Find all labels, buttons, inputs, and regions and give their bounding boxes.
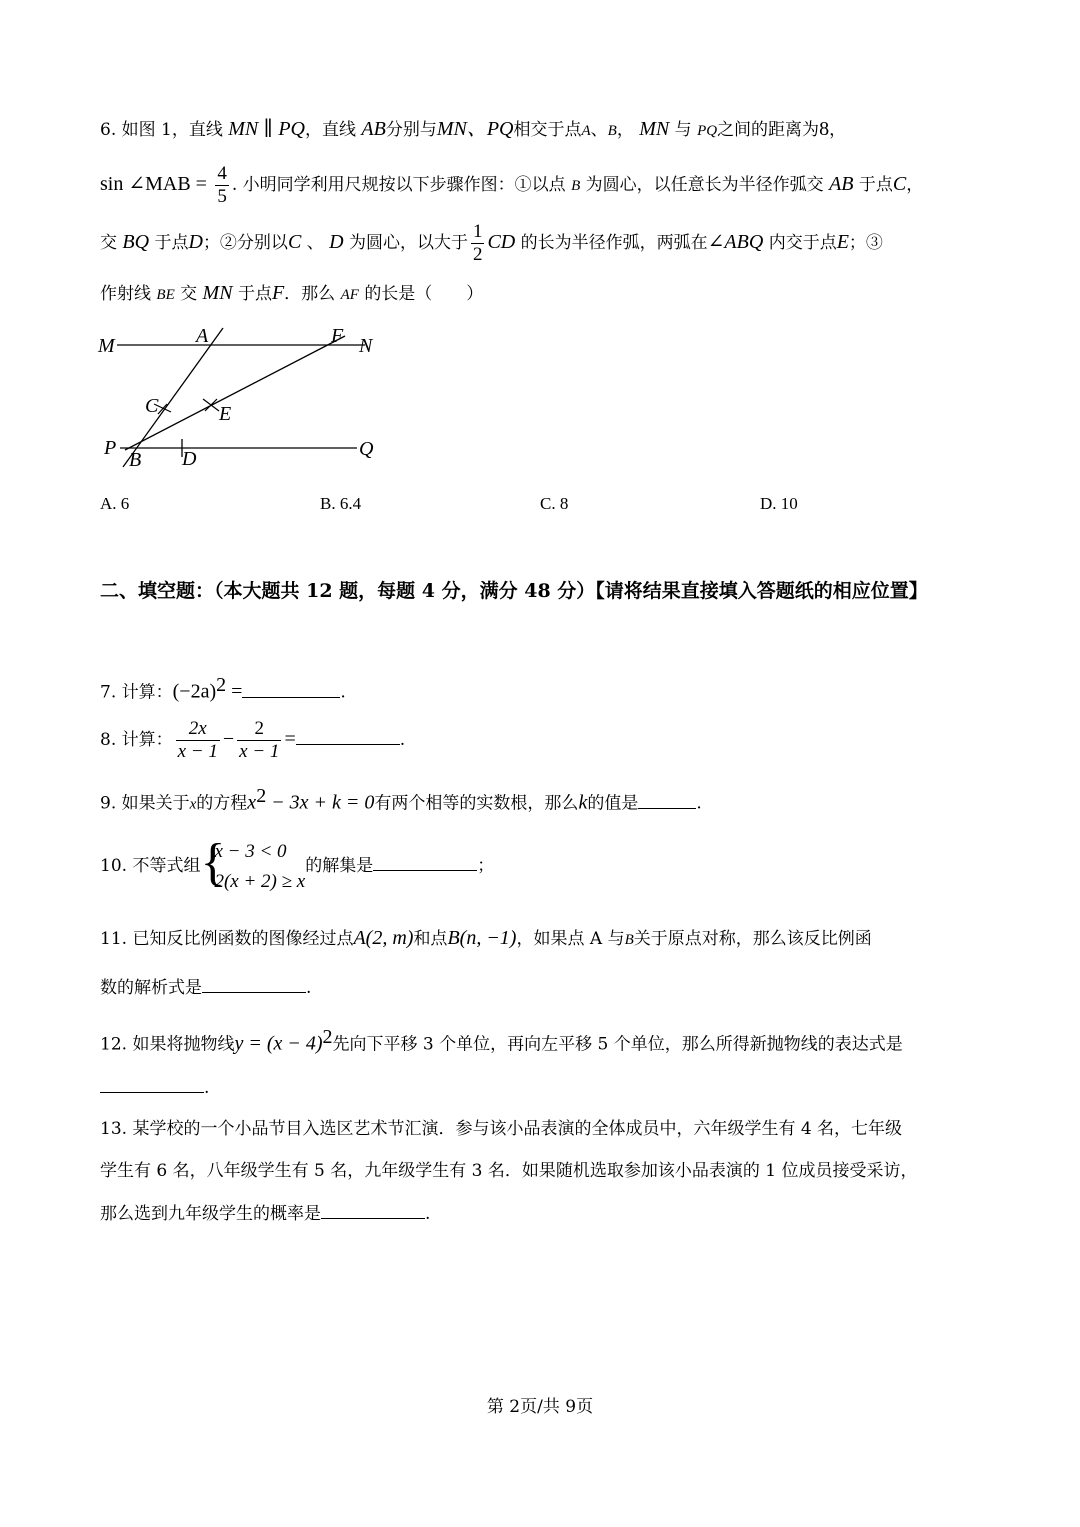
q8: 8. 计算： $\frac{2x}{x - 1}$ − $\frac{2}{x - 1}$ = . (100, 718, 406, 762)
label-q: Q (359, 438, 374, 460)
line-ab (123, 328, 223, 467)
answer-blank-8[interactable] (296, 726, 400, 745)
q10: 10. 不等式组 { x − 3 < 0 2(x + 2) ≥ x 的解集是 ； (100, 832, 985, 900)
label-m: M (98, 335, 115, 357)
section-heading: 二、填空题：（本大题共 12 题，每题 4 分，满分 48 分）【请将结果直接填入答题纸的相应位置】 (100, 580, 928, 602)
label-a: A (196, 325, 209, 347)
choice-c: C. 8 (540, 494, 569, 513)
fraction-2x: $\frac{2x}{x - 1}$ (177, 718, 218, 762)
q12-line2: . (100, 1074, 985, 1101)
q13-line3: 那么选到九年级学生的概率是 . (100, 1200, 985, 1227)
q6-line4: 作射线 BE 交 MN 于点F．那么 AF 的长是（ ） (100, 282, 484, 304)
q13-line1: 13. 某学校的一个小品节目入选区艺术节汇演．参与该小品表演的全体成员中，六年级学生有 4 名，七年级 (100, 1119, 903, 1139)
q6-line1: 6. 如图 1，直线 MN ∥ PQ，直线 AB分别与MN、PQ相交于点A、B， MN 与 PQ之间的距离为8， (100, 118, 847, 140)
q13-line2: 学生有 6 名，八年级学生有 5 名，九年级学生有 3 名．如果随机选取参加该小品表演的 1 位成员接受采访， (100, 1161, 918, 1181)
answer-blank-9[interactable] (638, 790, 696, 809)
fraction-4-5: $\frac{4}{5}$ (217, 163, 227, 207)
label-p: P (104, 437, 117, 459)
answer-blank-13[interactable] (321, 1200, 425, 1219)
q6-line2: sin ∠MAB = $\frac{4}{5}$ . 小明同学利用尺规按以下步骤作图：①以点 B 为圆心，以任意长为半径作弧交 AB 于点C， (100, 163, 924, 207)
answer-blank-12[interactable] (100, 1074, 204, 1093)
q6-figure (95, 320, 395, 480)
label-e: E (219, 403, 232, 425)
label-c: C (145, 395, 159, 417)
q9: 9. 如果关于x的方程$x^2 - 3x + k = 0$有两个相等的实数根，那么k的值是 . (100, 785, 702, 814)
label-d: D (182, 448, 197, 470)
q11-line1: 11. 已知反比例函数的图像经过点A(2, m)和点B(n, −1)，如果点 A 与B关于原点对称，那么该反比例函 (100, 927, 872, 949)
answer-blank-10[interactable] (373, 852, 477, 871)
fraction-1-2: $\frac{1}{2}$ (472, 221, 483, 265)
page-number: 第 2页/共 9页 (486, 1397, 594, 1417)
label-f: F (331, 325, 344, 347)
q6-line3: 交 BQ 于点D；②分别以C 、 D 为圆心，以大于 $\frac{1}{2}$ CD 的长为半径作弧，两弧在∠ABQ 内交于点E；③ (100, 221, 883, 265)
q11-line2: 数的解析式是 . (100, 974, 985, 1001)
answer-blank-11[interactable] (202, 974, 306, 993)
ray-be (125, 336, 345, 450)
choice-d: D. 10 (760, 494, 798, 513)
choice-a: A. 6 (100, 494, 130, 513)
q12-line1: 12. 如果将抛物线$y = (x - 4)^2$先向下平移 3 个单位，再向左平移 5 个单位，那么所得新抛物线的表达式是 (100, 1026, 903, 1055)
label-n: N (359, 335, 373, 357)
choice-b: B. 6.4 (320, 494, 362, 513)
inequality-system: { x − 3 < 0 2(x + 2) ≥ x (200, 833, 306, 892)
arc-e-mark2 (205, 399, 217, 411)
q7: 7. 计算：$(-2a)^2$ = . (100, 674, 346, 703)
label-b: B (129, 449, 142, 471)
answer-blank-7[interactable] (242, 679, 340, 698)
fraction-2: $\frac{2}{x - 1}$ (239, 718, 280, 762)
